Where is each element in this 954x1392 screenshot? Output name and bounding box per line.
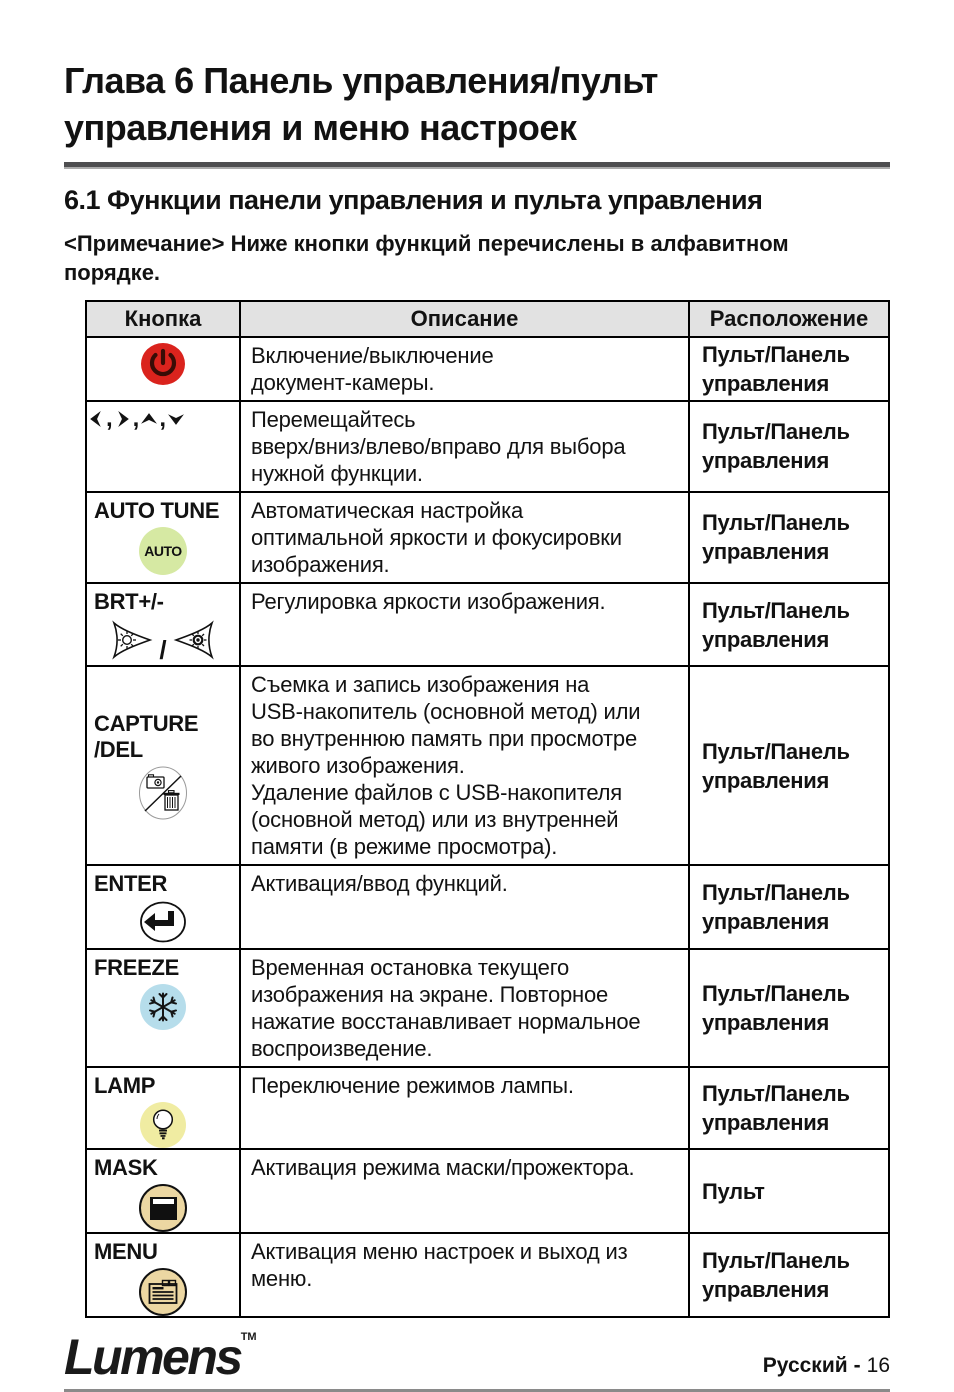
auto-tune-icon: AUTO <box>87 527 239 575</box>
brightness-location: Пульт/Панель управления <box>689 583 889 666</box>
enter-description: Активация/ввод функций. <box>240 865 689 948</box>
mask-label: MASK <box>94 1154 158 1180</box>
lamp-label: LAMP <box>94 1072 156 1098</box>
brightness-icons <box>87 618 239 665</box>
auto-tune-label: AUTO TUNE <box>94 497 220 523</box>
note-text <box>64 229 890 288</box>
title-divider <box>64 162 890 169</box>
chapter-title <box>64 58 890 152</box>
lamp-icon <box>87 1102 239 1148</box>
brightness-down-icon <box>171 620 215 660</box>
button-functions-table <box>85 300 890 1318</box>
table-row-enter <box>86 865 889 948</box>
brightness-button-cell <box>86 583 240 666</box>
lumens-logo: Lumens™ <box>64 1329 257 1386</box>
enter-label: ENTER <box>94 871 168 897</box>
freeze-button-cell <box>86 949 240 1067</box>
table-row-brightness <box>86 583 889 666</box>
freeze-location: Пульт/Панель управления <box>689 949 889 1067</box>
arrows-location: Пульт/Панель управления <box>689 401 889 492</box>
table-row-freeze <box>86 949 889 1067</box>
mask-icon <box>87 1184 239 1232</box>
lamp-description: Переключение режимов лампы. <box>240 1067 689 1149</box>
header-location: Расположение <box>689 301 889 337</box>
header-description: Описание <box>240 301 689 337</box>
brightness-description: Регулировка яркости изображения. <box>240 583 689 666</box>
lamp-button-cell <box>86 1067 240 1149</box>
capture-location: Пульт/Панель управления <box>689 666 889 865</box>
menu-button-cell <box>86 1233 240 1317</box>
down-arrow-icon <box>167 410 185 428</box>
language-label: Русский <box>762 1354 848 1378</box>
menu-location: Пульт/Панель управления <box>689 1233 889 1317</box>
page-footer <box>64 1329 890 1386</box>
mask-button-cell <box>86 1149 240 1233</box>
chapter-title-line1: Глава 6 Панель управления/пульт <box>64 60 658 101</box>
chapter-title-line2: управления и меню настроек <box>64 106 577 148</box>
auto-tune-button-cell <box>86 492 240 583</box>
freeze-label: FREEZE <box>94 954 179 980</box>
table-row-lamp <box>86 1067 889 1149</box>
menu-icon <box>87 1268 239 1316</box>
separator-dash: - <box>853 1354 861 1378</box>
note-line2: порядке. <box>64 260 161 286</box>
lamp-location: Пульт/Панель управления <box>689 1067 889 1149</box>
table-row-menu <box>86 1233 889 1317</box>
mask-location: Пульт <box>689 1149 889 1233</box>
enter-icon <box>87 901 239 948</box>
power-description: Включение/выключение документ-камеры. <box>240 337 689 401</box>
arrows-description: Перемещайтесь вверх/вниз/влево/вправо для выбора нужной функции. <box>240 401 689 492</box>
page-number: 16 <box>866 1354 890 1378</box>
left-arrow-icon <box>87 410 105 428</box>
table-row-capture-del <box>86 666 889 865</box>
power-button-cell <box>86 337 240 401</box>
enter-location: Пульт/Панель управления <box>689 865 889 948</box>
menu-description: Активация меню настроек и выход из меню. <box>240 1233 689 1317</box>
brightness-label: BRT+/- <box>94 588 164 614</box>
mask-description: Активация режима маски/прожектора. <box>240 1149 689 1233</box>
brightness-separator: / <box>159 635 167 666</box>
power-location: Пульт/Панель управления <box>689 337 889 401</box>
table-row-auto-tune <box>86 492 889 583</box>
table-row-mask <box>86 1149 889 1233</box>
section-title: 6.1 Функции панели управления и пульта управления <box>64 184 763 215</box>
auto-tune-location: Пульт/Панель управления <box>689 492 889 583</box>
up-arrow-icon <box>140 410 158 428</box>
power-icon <box>87 342 239 391</box>
note-line1: <Примечание> Ниже кнопки функций перечислены в алфавитном <box>64 230 789 256</box>
freeze-description: Временная остановка текущего изображения на экране. Повторное нажатие восстанавливает нормальное воспроизведение. <box>240 949 689 1067</box>
capture-button-cell <box>86 666 240 865</box>
header-button: Кнопка <box>86 301 240 337</box>
capture-delete-icon <box>87 766 239 825</box>
page-number-info <box>763 1354 890 1382</box>
brightness-up-icon <box>111 620 155 660</box>
menu-label: MENU <box>94 1239 158 1265</box>
table-row-power <box>86 337 889 401</box>
trademark-symbol: TM <box>240 1331 257 1344</box>
arrows-button-cell <box>86 401 240 492</box>
freeze-icon <box>87 984 239 1031</box>
auto-tune-description: Автоматическая настройка оптимальной яркости и фокусировки изображения. <box>240 492 689 583</box>
table-row-arrows <box>86 401 889 492</box>
enter-button-cell <box>86 865 240 948</box>
table-header-row <box>86 301 889 337</box>
right-arrow-icon <box>114 410 132 428</box>
capture-label: CAPTURE /DEL <box>94 711 199 762</box>
arrow-keys-icons: , , , <box>87 410 185 428</box>
capture-description: Съемка и запись изображения на USB-накопитель (основной метод) или во внутреннюю память при просмотре живого изображения. Удаление файлов с USB-накопителя (основной метод) или из внутренней памяти (в режиме просмотра). <box>240 666 689 865</box>
